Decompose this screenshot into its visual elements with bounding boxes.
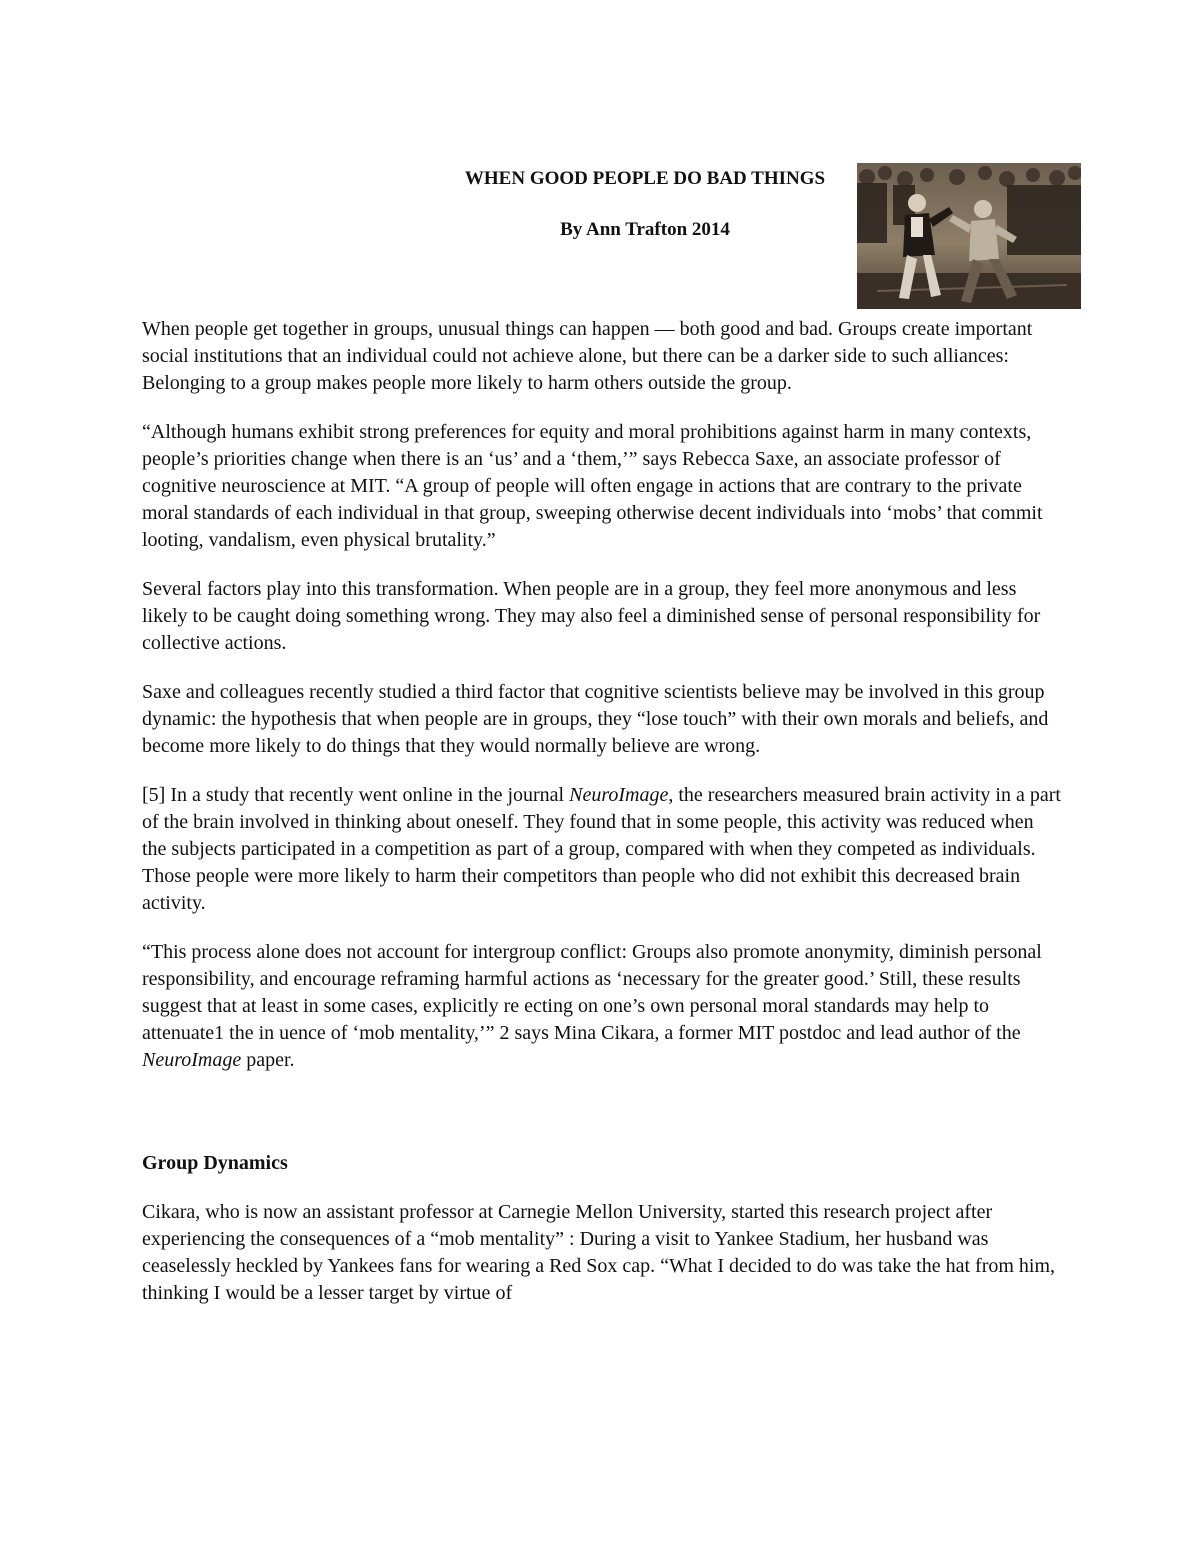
journal-name: NeuroImage — [142, 1049, 242, 1071]
journal-name: NeuroImage — [569, 784, 669, 806]
paragraph-4: Saxe and colleagues recently studied a third factor that cognitive scientists believe may be involved in this group dynamic: the hypothesis that when people are in groups, they “lose touch” with their own morals and beliefs, and become more likely to do things that they would normally believe are wrong. — [142, 681, 1049, 757]
paragraph-6 — [142, 939, 1062, 1074]
article-title: WHEN GOOD PEOPLE DO BAD THINGS — [464, 168, 826, 189]
paragraph-3: Several factors play into this transformation. When people are in a group, they feel more anonymous and less likely to be caught doing something wrong. They may also feel a diminished sense of personal responsibility for collective actions. — [142, 578, 1041, 654]
paragraph-6-lead: “This process alone does not account for intergroup conflict: Groups also promote anonymity, diminish personal responsibility, and encourage reframing harmful actions as ‘necessary for the greater good.’ Still, these results suggest that at least in some cases, explicitly re ecting on one’s own personal moral standards may help to attenuate1 the in uence of ‘mob mentality,’” 2 says Mina Cikara, a former MIT postdoc and lead author of the — [142, 941, 1042, 1044]
sepia-photo-illustration — [857, 163, 1081, 309]
paragraph-5 — [142, 782, 1062, 917]
paragraph-2: “Although humans exhibit strong preferences for equity and moral prohibitions against harm in many contexts, people’s priorities change when there is an ‘us’ and a ‘them,’” says Rebecca Saxe, an associate professor of cognitive neuroscience at MIT. “A group of people will often engage in actions that are contrary to the private moral standards of each individual in that group, sweeping otherwise decent individuals into ‘mobs’ that commit looting, vandalism, even physical brutality.” — [142, 421, 1043, 551]
paragraph-6-rest: paper. — [241, 1049, 295, 1071]
section-heading: Group Dynamics — [142, 1152, 288, 1174]
paragraph-5-lead: [5] In a study that recently went online in the journal — [142, 784, 570, 806]
paragraph-7: Cikara, who is now an assistant professor at Carnegie Mellon University, started this research project after experiencing the consequences of a “mob mentality” : During a visit to Yankee Stadium, her husband was ceaselessly heckled by Yankees fans for wearing a Red Sox cap. “What I decided to do was take the hat from him, thinking I would be a lesser target by virtue of — [142, 1201, 1056, 1304]
article-byline: By Ann Trafton 2014 — [560, 219, 730, 240]
article-body — [142, 316, 1062, 1329]
paragraph-5-rest: , the researchers measured brain activity in a part of the brain involved in thinking about oneself. They found that in some people, this activity was reduced when the subjects participated in a competition as part of a group, compared with when they competed as individuals. Those people were more likely to harm their competitors than people who did not exhibit this decreased brain activity. — [142, 784, 1061, 914]
crowd-fight-photo — [857, 163, 1081, 309]
paragraph-1: When people get together in groups, unusual things can happen — both good and bad. Groups create important social institutions that an individual could not achieve alone, but there can be a darker side to such alliances: Belonging to a group makes people more likely to harm others outside the group. — [142, 318, 1033, 394]
